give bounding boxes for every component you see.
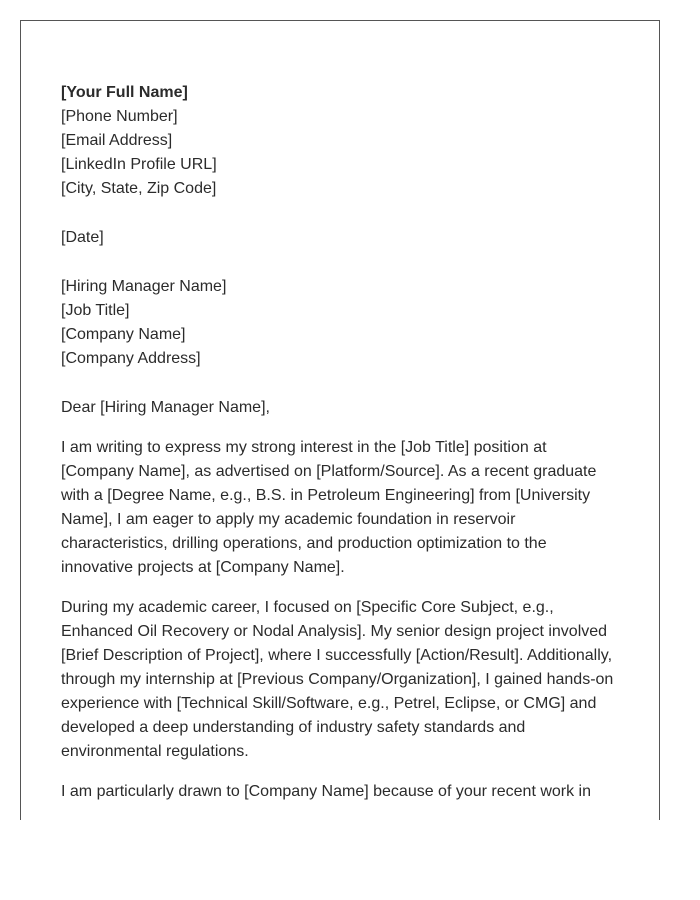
- paragraph-line: I am particularly drawn to [Company Name] because of your recent work in: [61, 783, 592, 800]
- paragraph-line: Enhanced Oil Recovery or Nodal Analysis]. My senior design project involved: [61, 623, 608, 640]
- document-page: [20, 20, 660, 820]
- recipient-address: [Company Address]: [61, 350, 201, 367]
- paragraph-line: innovative projects at [Company Name].: [61, 559, 345, 576]
- paragraph-line: During my academic career, I focused on [Specific Core Subject, e.g.,: [61, 599, 554, 616]
- recipient-company: [Company Name]: [61, 326, 186, 343]
- paragraph-line: environmental regulations.: [61, 743, 249, 760]
- paragraph-line: developed a deep understanding of industry safety standards and: [61, 719, 526, 736]
- paragraph-line: [Brief Description of Project], where I successfully [Action/Result]. Additionally,: [61, 647, 613, 664]
- sender-linkedin: [LinkedIn Profile URL]: [61, 156, 217, 173]
- recipient-title: [Job Title]: [61, 302, 130, 319]
- salutation: [61, 396, 621, 420]
- salutation-text: Dear [Hiring Manager Name],: [61, 399, 270, 416]
- date-block: [61, 226, 621, 250]
- recipient-block: [61, 275, 621, 371]
- paragraph-line: Name], I am eager to apply my academic foundation in reservoir: [61, 511, 516, 528]
- paragraph-1: [61, 436, 621, 580]
- paragraph-3: [61, 780, 621, 804]
- sender-block: [61, 81, 621, 201]
- recipient-name: [Hiring Manager Name]: [61, 278, 227, 295]
- paragraph-line: experience with [Technical Skill/Software, e.g., Petrel, Eclipse, or CMG] and: [61, 695, 597, 712]
- sender-full-name: [Your Full Name]: [61, 84, 188, 101]
- paragraph-line: through my internship at [Previous Company/Organization], I gained hands-on: [61, 671, 614, 688]
- sender-location: [City, State, Zip Code]: [61, 180, 217, 197]
- sender-email: [Email Address]: [61, 132, 173, 149]
- sender-phone: [Phone Number]: [61, 108, 178, 125]
- paragraph-line: with a [Degree Name, e.g., B.S. in Petroleum Engineering] from [University: [61, 487, 591, 504]
- cover-letter-body: [61, 81, 621, 820]
- paragraph-line: characteristics, drilling operations, and production optimization to the: [61, 535, 547, 552]
- paragraph-line: [Company Name], as advertised on [Platform/Source]. As a recent graduate: [61, 463, 597, 480]
- paragraph-line: I am writing to express my strong interest in the [Job Title] position at: [61, 439, 547, 456]
- paragraph-2: [61, 596, 621, 764]
- letter-date: [Date]: [61, 229, 104, 246]
